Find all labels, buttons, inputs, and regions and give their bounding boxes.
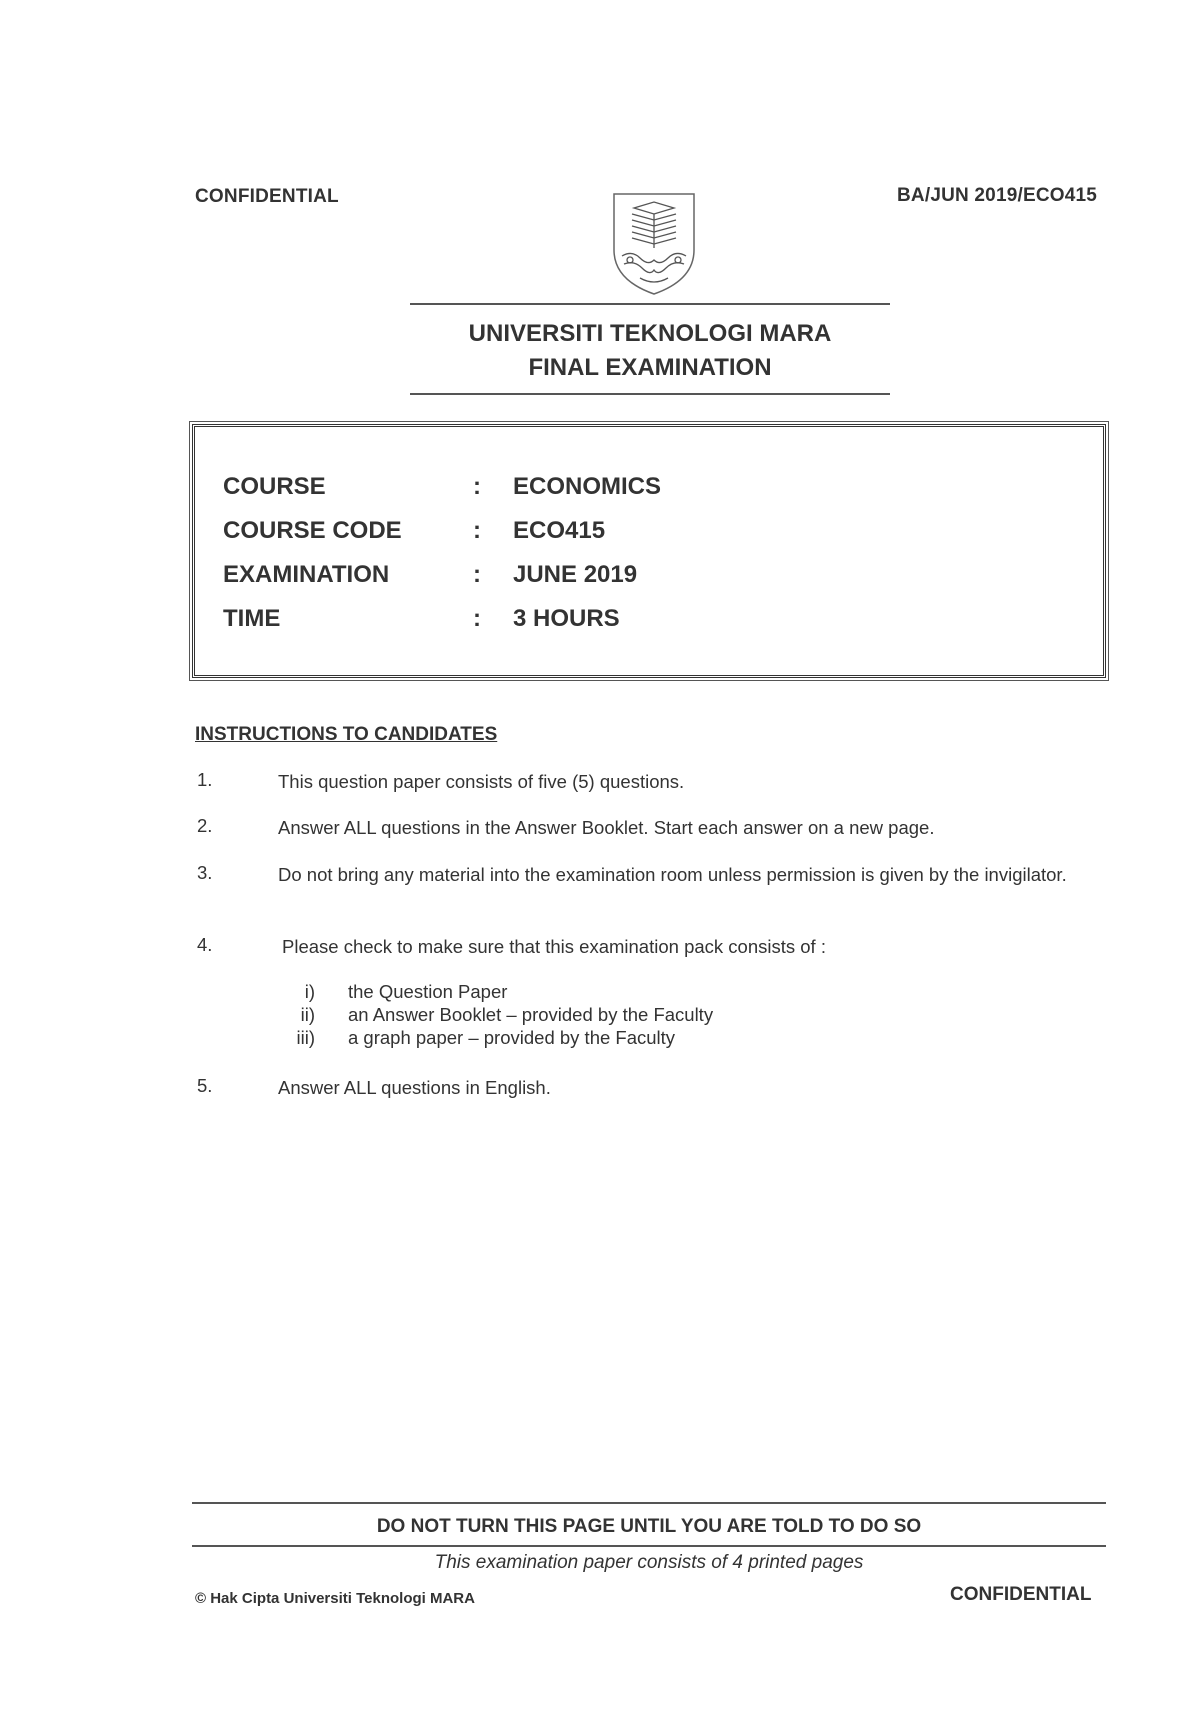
- instruction-number: 1.: [197, 769, 213, 790]
- info-colon: :: [473, 605, 481, 632]
- info-label: COURSE CODE: [223, 517, 402, 544]
- page-count-note: This examination paper consists of 4 printed pages: [434, 1552, 864, 1573]
- course-info-box: [192, 424, 1106, 678]
- info-label: EXAMINATION: [223, 561, 390, 588]
- info-value: ECO415: [513, 517, 606, 544]
- exam-type: FINAL EXAMINATION: [528, 354, 772, 381]
- info-value: JUNE 2019: [513, 561, 638, 588]
- title-rule-bottom: [410, 393, 890, 395]
- instruction-text: This question paper consists of five (5) questions.: [278, 771, 685, 792]
- instruction-text: Please check to make sure that this examination pack consists of :: [282, 936, 826, 957]
- instruction-text: Answer ALL questions in the Answer Booklet. Start each answer on a new page.: [278, 817, 935, 838]
- info-value: ECONOMICS: [513, 473, 662, 500]
- instructions-heading: INSTRUCTIONS TO CANDIDATES: [195, 724, 498, 745]
- header-confidential: CONFIDENTIAL: [195, 186, 339, 207]
- footer-confidential: CONFIDENTIAL: [950, 1584, 1092, 1605]
- instruction-text: Do not bring any material into the examination room unless permission is given by the invigilator.: [278, 864, 1067, 885]
- info-value: 3 HOURS: [513, 605, 620, 632]
- header-exam-code: BA/JUN 2019/ECO415: [897, 185, 1098, 206]
- subitem-number: ii): [300, 1004, 315, 1025]
- subitem-text: a graph paper – provided by the Faculty: [348, 1027, 676, 1048]
- info-colon: :: [473, 473, 481, 500]
- do-not-turn-warning: DO NOT TURN THIS PAGE UNTIL YOU ARE TOLD TO DO SO: [376, 1516, 922, 1537]
- instruction-number: 4.: [197, 934, 213, 955]
- subitem-text: an Answer Booklet – provided by the Faculty: [348, 1004, 714, 1025]
- info-colon: :: [473, 517, 481, 544]
- instruction-text: Answer ALL questions in English.: [278, 1077, 551, 1098]
- instruction-number: 5.: [197, 1075, 213, 1096]
- university-crest-icon: [610, 190, 698, 298]
- info-label: COURSE: [223, 473, 326, 500]
- instruction-number: 2.: [197, 815, 213, 836]
- subitem-number: iii): [296, 1027, 315, 1048]
- subitem-text: the Question Paper: [348, 981, 508, 1002]
- info-label: TIME: [223, 605, 281, 632]
- footer-rule-bottom: [192, 1545, 1106, 1547]
- copyright-notice: © Hak Cipta Universiti Teknologi MARA: [195, 1590, 475, 1607]
- footer-rule-top: [192, 1502, 1106, 1504]
- title-rule-top: [410, 303, 890, 305]
- info-colon: :: [473, 561, 481, 588]
- instruction-number: 3.: [197, 862, 213, 883]
- university-name: UNIVERSITI TEKNOLOGI MARA: [468, 320, 832, 347]
- subitem-number: i): [304, 981, 315, 1002]
